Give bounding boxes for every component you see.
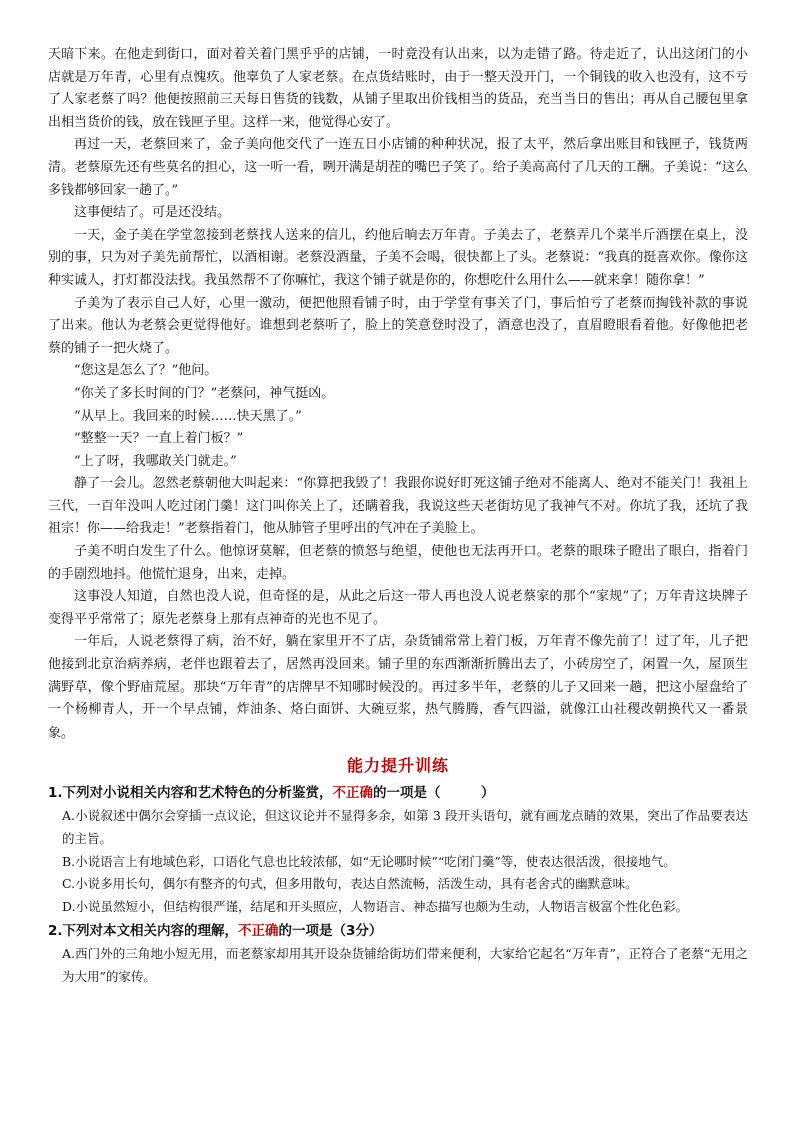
emphasis-text: 不正确 — [332, 785, 374, 802]
passage-paragraph: “上了呀，我哪敢关门就走。” — [74, 453, 237, 469]
answer-option: D.小说虽然短小，但结构很严谨，结尾和开头照应，人物语言、神态描写也颇为生动，人物语言极富个性化色彩。 — [62, 898, 689, 914]
question-stem — [48, 920, 748, 943]
passage-paragraph: 这事没人知道，自然也没人说，但奇怪的是，从此之后这一带人再也没人说老蔡家的那个“家规”了；万年青这块牌子变得平乎常常了；原先老蔡身上那有点神奇的光也不见了。 — [48, 589, 748, 627]
emphasis-text: 不正确 — [238, 923, 279, 940]
passage-paragraph: 静了一会儿。忽然老蔡朝他大叫起来：“你算把我毁了！我跟你说好盯死这铺子绝对不能离人、绝对不能关门！我祖上三代，一百年没叫人吃过闭门羹！这门叫你关上了，还瞒着我，我说这些天老街坊见了我神气不对。你坑了我，还坑了我祖宗！你——给我走！”老蔡指着门，他从肺管子里呼出的气冲在子美脸上。 — [48, 476, 748, 537]
section-title: 能力提升训练 — [346, 756, 449, 776]
passage-paragraph: “整整一天？一直上着门板？” — [74, 431, 244, 447]
question-text: 2.下列对本文相关内容的理解， — [48, 923, 239, 940]
passage-paragraph: 这事便结了。可是还没结。 — [74, 205, 231, 221]
answer-option: A.西门外的三角地小短无用，而老蔡家却用其开设杂货铺给街坊们带来便利，大家给它起名“万年青”，正符合了老蔡“无用之为大用”的家传。 — [62, 946, 748, 984]
questions — [48, 782, 748, 988]
passage-paragraph: 一天，金子美在学堂忽接到老蔡找人送来的信儿，约他后晌去万年青。子美去了，老蔡弄几个菜半斤酒摆在桌上，没别的事，只为对子美先前帮忙，以酒相谢。老蔡没酒量，子美不会喝，很快都上了头。老蔡说：“我真的挺喜欢你。像你这种实诚人，打灯都没法找。我虽然帮不了你嘛忙，我这个铺子就是你的，你想吃什么用什么——就来拿！随你拿！” — [48, 227, 748, 288]
question-text: 的一项是（3分） — [278, 923, 383, 940]
question-stem — [48, 782, 748, 805]
passage — [48, 44, 748, 745]
question-text: 的一项是（ ） — [373, 785, 495, 802]
answer-option: A.小说叙述中偶尔会穿插一点议论，但这议论并不显得多余，如第 3 段开头语句，就有画龙点睛的效果，突出了作品要表达的主旨。 — [62, 808, 748, 846]
document-page — [48, 44, 748, 989]
passage-paragraph: “你关了多长时间的门？”老蔡问，神气挺凶。 — [74, 385, 335, 401]
passage-paragraph: “从早上。我回来的时候……快天黑了。” — [74, 408, 302, 424]
answer-option: C.小说多用长句，偶尔有整齐的句式，但多用散句，表达自然流畅，活泼生动，具有老舍式的幽默意味。 — [62, 876, 638, 892]
passage-paragraph: 子美为了表示自己人好，心里一激动，便把他照看铺子时，由于学堂有事关了门，事后怕亏了老蔡而掏钱补款的事说了出来。他认为老蔡会更觉得他好。谁想到老蔡听了，脸上的笑意登时没了，酒意也没了，直眉瞪眼看着他。好像他把老蔡的铺子一把火烧了。 — [48, 295, 748, 356]
passage-paragraph: 天暗下来。在他走到街口，面对着关着门黑乎乎的店铺，一时竟没有认出来，以为走错了路。待走近了，认出这闭门的小店就是万年青，心里有点愧疚。他辜负了人家老蔡。在点货结账时，由于一整天没开门，一个铜钱的收入也没有，这不亏了人家老蔡了吗？他便按照前三天每日售货的钱数，从铺子里取出价钱相当的货品，充当当日的售出；再从自己腰包里拿出相当货价的钱，放在钱匣子里。这样一来，他觉得心安了。 — [48, 47, 748, 130]
question-text: 1.下列对小说相关内容和艺术特色的分析鉴赏， — [48, 785, 333, 802]
passage-paragraph: “您这是怎么了？”他问。 — [74, 363, 218, 379]
passage-paragraph: 再过一天，老蔡回来了，金子美向他交代了一连五日小店铺的种种状况，报了太平，然后拿出账目和钱匣子，钱货两清。老蔡原先还有些莫名的担心，这一听一看，咧开满是胡茬的嘴巴子笑了。给子美高高付了几天的工酬。子美说：“这么多钱都够回家一趟了。” — [48, 137, 748, 198]
passage-paragraph: 一年后，人说老蔡得了病，治不好，躺在家里开不了店，杂货铺常常上着门板，万年青不像先前了！过了年，儿子把他接到北京治病养病，老伴也跟着去了，居然再没回来。铺子里的东西渐渐折腾出去了，小砖房空了，闲置一久，屋顶生满野草，像个野庙荒屋。那块“万年青”的店牌早不知哪时候没的。再过多半年，老蔡的儿子又回来一趟，把这小屋盘给了一个杨柳青人，开一个早点铺，炸油条、烙白面饼、大碗豆浆，热气腾腾，香气四溢，就像江山社稷改朝换代又一番景象。 — [48, 634, 748, 741]
answer-option: B.小说语言上有地域色彩，口语化气息也比较浓郁，如“无论哪时候”“吃闭门羹”等，使表达很活泼，很接地气。 — [62, 853, 676, 869]
passage-paragraph: 子美不明白发生了什么。他惊讶莫解，但老蔡的愤怒与绝望，使他也无法再开口。老蔡的眼珠子瞪出了眼白，指着门的手剧烈地抖。他慌忙退身，出来，走掉。 — [48, 544, 748, 582]
